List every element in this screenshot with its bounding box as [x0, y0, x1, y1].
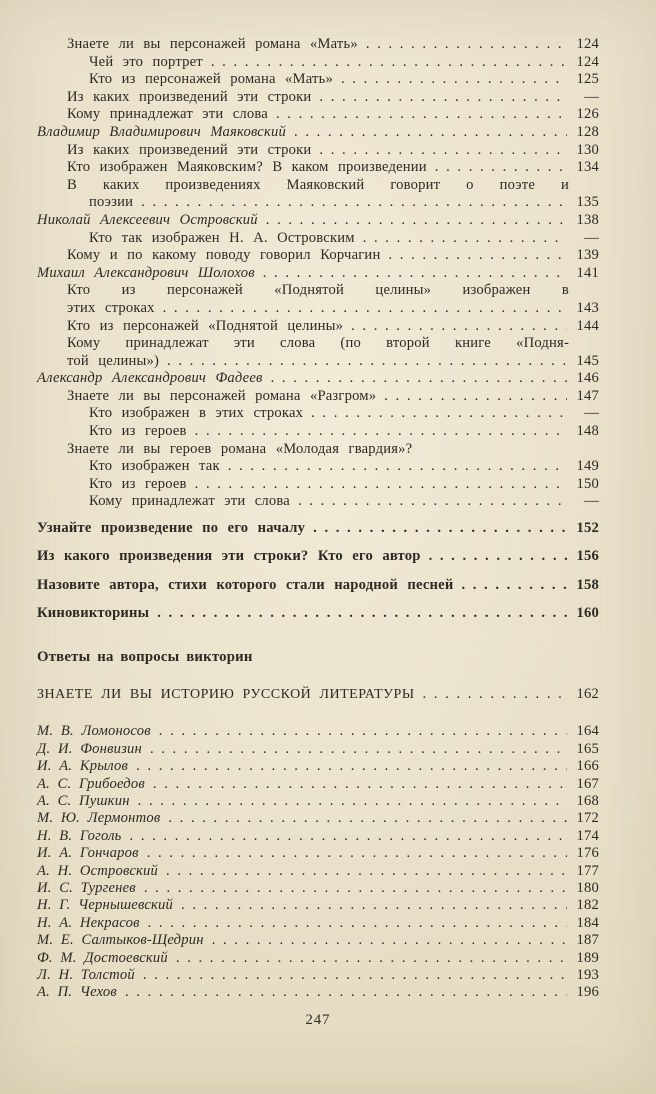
- toc-entry-text: Кто изображен Маяковским? В каком произведении: [67, 159, 427, 176]
- toc-page-number: 180: [576, 880, 599, 897]
- toc-quiz-titles-section: [37, 520, 599, 623]
- answers-heading-row: [37, 686, 599, 704]
- leader-dots: [130, 828, 567, 845]
- leader-dots: [429, 548, 567, 566]
- toc-entry: [37, 493, 599, 511]
- toc-page-number: 124: [576, 36, 599, 52]
- toc-page-number: —: [584, 493, 599, 510]
- toc-entry: [37, 723, 599, 740]
- toc-entry: [37, 388, 599, 406]
- leader-dots: [366, 36, 567, 54]
- leader-dots: [461, 577, 567, 595]
- leader-dots: [195, 476, 567, 494]
- toc-page-number: 189: [576, 949, 599, 966]
- toc-authors-section: [37, 723, 599, 1002]
- toc-entry: [37, 36, 599, 54]
- leader-dots: [212, 932, 567, 949]
- toc-page-number: 130: [576, 141, 599, 158]
- toc-entry: [37, 605, 599, 623]
- toc-page-number: 152: [576, 520, 599, 537]
- toc-entry: [37, 845, 599, 862]
- toc-page-number: 139: [576, 247, 599, 264]
- toc-entry: [37, 300, 599, 318]
- leader-dots: [138, 793, 567, 810]
- toc-entry: [37, 247, 599, 265]
- toc-page-number: 124: [576, 53, 599, 70]
- leader-dots: [176, 950, 567, 967]
- leader-dots: [276, 106, 567, 124]
- toc-page-number: 172: [576, 810, 599, 827]
- toc-entry-text: А. Н. Островский: [37, 862, 159, 879]
- toc-entry: [37, 370, 599, 388]
- toc-entry-text: Узнайте произведение по его началу: [37, 520, 306, 537]
- toc-page-number: 162: [576, 685, 599, 702]
- toc-entry-text: Из какого произведения эти строки? Кто его автор: [37, 548, 421, 565]
- toc-entry: [37, 476, 599, 494]
- toc-entry-text: Кому принадлежат эти слова (по второй книге «Подня-: [67, 335, 569, 352]
- toc-page-number: —: [584, 405, 599, 422]
- leader-dots: [319, 142, 567, 160]
- toc-entry-text: А. С. Грибоедов: [37, 775, 145, 792]
- leader-dots: [294, 124, 567, 142]
- toc-entry-text: Кто из персонажей романа «Мать»: [89, 71, 333, 88]
- toc-entry-text: Н. В. Гоголь: [37, 827, 122, 844]
- toc-entry-text: Владимир Владимирович Маяковский: [37, 123, 287, 140]
- toc-entry-text: Н. Г. Чернышевский: [37, 897, 174, 914]
- toc-entry: [37, 423, 599, 441]
- toc-entry-text: Николай Алексеевич Островский: [37, 211, 258, 228]
- toc-entry: [37, 177, 599, 195]
- leader-dots: [167, 353, 567, 371]
- toc-entry: [37, 577, 599, 595]
- toc-entry: [37, 265, 599, 283]
- toc-entry: [37, 897, 599, 914]
- toc-page-number: 147: [576, 387, 599, 404]
- toc-entry-text: Кому принадлежат эти слова: [67, 106, 268, 123]
- toc-entry: [37, 441, 599, 459]
- leader-dots: [211, 54, 567, 72]
- toc-entry-text: Кто изображен в этих строках: [89, 405, 304, 422]
- toc-entry: [37, 54, 599, 72]
- toc-page-number: 134: [576, 159, 599, 176]
- leader-dots: [435, 159, 567, 177]
- toc-entry-text: ЗНАЕТЕ ЛИ ВЫ ИСТОРИЮ РУССКОЙ ЛИТЕРАТУРЫ: [37, 686, 415, 702]
- toc-entry: [37, 810, 599, 827]
- leader-dots: [148, 915, 567, 932]
- leader-dots: [144, 880, 567, 897]
- toc-entry-text: Ф. М. Достоевский: [37, 949, 168, 966]
- toc-page-number: 138: [576, 211, 599, 228]
- leader-dots: [141, 194, 567, 212]
- toc-page-number: 141: [576, 264, 599, 281]
- toc-entry: [37, 741, 599, 758]
- toc-entry-text: Кто изображен так: [89, 458, 220, 475]
- toc-entry: [37, 967, 599, 984]
- toc-entry: [37, 776, 599, 793]
- toc-entry-text: Кому и по какому поводу говорил Корчагин: [67, 247, 381, 264]
- toc-entry-text: Кто из героев: [89, 423, 187, 440]
- toc-entry: [37, 932, 599, 949]
- toc-entry-text: В каких произведениях Маяковский говорит о поэте и: [67, 176, 569, 193]
- toc-entry: [37, 520, 599, 538]
- toc-entry-text: Кто из персонажей «Поднятой целины» изображен в: [67, 282, 569, 299]
- toc-entry: [37, 106, 599, 124]
- toc-entry-text: Кто из персонажей «Поднятой целины»: [67, 317, 344, 334]
- leader-dots: [159, 723, 567, 740]
- toc-page-number: 176: [576, 845, 599, 862]
- toc-page-number: 174: [576, 827, 599, 844]
- leader-dots: [166, 863, 567, 880]
- leader-dots: [388, 247, 567, 265]
- leader-dots: [341, 71, 567, 89]
- toc-entry: [37, 984, 599, 1001]
- toc-page-number: 148: [576, 423, 599, 440]
- leader-dots: [266, 212, 567, 230]
- toc-entry: [37, 793, 599, 810]
- toc-entry-text: Кто так изображен Н. А. Островским: [89, 229, 355, 246]
- toc-entry-text: Александр Александрович Фадеев: [37, 370, 263, 387]
- toc-main-section: [37, 36, 599, 511]
- leader-dots: [157, 605, 567, 623]
- toc-entry: [37, 194, 599, 212]
- toc-entry-text: этих строках: [67, 299, 155, 316]
- toc-page-number: 167: [576, 775, 599, 792]
- leader-dots: [136, 758, 567, 775]
- leader-dots: [147, 845, 567, 862]
- leader-dots: [263, 265, 567, 283]
- leader-dots: [125, 984, 567, 1001]
- toc-entry: [37, 880, 599, 897]
- leader-dots: [384, 388, 567, 406]
- toc-entry: [37, 548, 599, 566]
- toc-entry-text: А. П. Чехов: [37, 984, 117, 1001]
- toc-entry: [37, 405, 599, 423]
- leader-dots: [271, 370, 567, 388]
- toc-page-number: 145: [576, 352, 599, 369]
- toc-entry-text: Михаил Александрович Шолохов: [37, 264, 255, 281]
- page-number: 247: [305, 1011, 331, 1028]
- answers-section-header: Ответы на вопросы викторин: [37, 648, 253, 665]
- toc-entry-text: М. Е. Салтыков-Щедрин: [37, 932, 204, 949]
- toc-entry: [37, 828, 599, 845]
- toc-entry-text: Чей это портрет: [89, 53, 203, 70]
- leader-dots: [311, 405, 567, 423]
- toc-entry: [37, 758, 599, 775]
- toc-entry-text: той целины»): [67, 352, 160, 369]
- toc-entry-text: Кто из героев: [89, 475, 187, 492]
- leader-dots: [351, 318, 567, 336]
- toc-entry-text: И. А. Крылов: [37, 758, 129, 775]
- toc-entry-text: Знаете ли вы героев романа «Молодая гвардия»?: [67, 440, 413, 457]
- leader-dots: [363, 230, 567, 248]
- toc-entry: [37, 124, 599, 142]
- toc-entry-text: Знаете ли вы персонажей романа «Мать»: [67, 36, 358, 52]
- toc-page-number: 187: [576, 932, 599, 949]
- toc-entry-text: А. С. Пушкин: [37, 793, 130, 810]
- toc-entry: [37, 159, 599, 177]
- toc-entry: [37, 71, 599, 89]
- toc-page-number: 196: [576, 984, 599, 1001]
- toc-entry-text: Д. И. Фонвизин: [37, 740, 142, 757]
- toc-entry-text: Киновикторины: [37, 605, 150, 622]
- leader-dots: [153, 776, 567, 793]
- toc-entry: [37, 282, 599, 300]
- toc-page-number: 126: [576, 106, 599, 123]
- leader-dots: [195, 423, 567, 441]
- toc-page-number: 149: [576, 458, 599, 475]
- toc-page-number: 164: [576, 723, 599, 740]
- toc-entry: [37, 458, 599, 476]
- leader-dots: [298, 493, 567, 511]
- toc-entry: [37, 230, 599, 248]
- toc-page-number: 177: [576, 862, 599, 879]
- toc-entry-text: М. Ю. Лермонтов: [37, 810, 161, 827]
- toc-page-number: —: [584, 88, 599, 105]
- toc-entry-text: Л. Н. Толстой: [37, 967, 135, 984]
- leader-dots: [181, 897, 567, 914]
- toc-page-number: 182: [576, 897, 599, 914]
- toc-page-number: 144: [576, 317, 599, 334]
- toc-page-number: 146: [576, 370, 599, 387]
- toc-entry-text: Знаете ли вы персонажей романа «Разгром»: [67, 387, 377, 404]
- leader-dots: [313, 520, 567, 538]
- toc-page-number: 135: [576, 194, 599, 211]
- toc-entry-text: Из каких произведений эти строки: [67, 141, 312, 158]
- toc-entry: [37, 686, 599, 704]
- leader-dots: [163, 300, 567, 318]
- toc-page-number: 125: [576, 71, 599, 88]
- toc-entry: [37, 212, 599, 230]
- toc-page-number: 160: [576, 605, 599, 622]
- toc-page-number: 166: [576, 758, 599, 775]
- toc-entry: [37, 335, 599, 353]
- toc-entry: [37, 142, 599, 160]
- toc-page-number: 165: [576, 740, 599, 757]
- toc-page-number: 150: [576, 475, 599, 492]
- leader-dots: [423, 686, 567, 704]
- toc-entry: [37, 863, 599, 880]
- toc-entry: [37, 915, 599, 932]
- toc-entry: [37, 89, 599, 107]
- leader-dots: [143, 967, 567, 984]
- toc-page-number: 156: [576, 548, 599, 565]
- toc-page-number: 143: [576, 299, 599, 316]
- leader-dots: [319, 89, 567, 107]
- toc-entry-text: Н. А. Некрасов: [37, 914, 140, 931]
- toc-page-number: 168: [576, 793, 599, 810]
- toc-page-number: 158: [576, 576, 599, 593]
- leader-dots: [228, 458, 567, 476]
- toc-entry: [37, 950, 599, 967]
- toc-page-number: 128: [576, 123, 599, 140]
- toc-page-number: 184: [576, 914, 599, 931]
- toc-entry: [37, 353, 599, 371]
- toc-entry-text: М. В. Ломоносов: [37, 723, 151, 740]
- toc-entry-text: Из каких произведений эти строки: [67, 88, 312, 105]
- toc-entry-text: поэзии: [89, 194, 134, 211]
- toc-entry-text: Назовите автора, стихи которого стали народной песней: [37, 576, 454, 593]
- toc-page-number: 193: [576, 967, 599, 984]
- toc-entry: [37, 318, 599, 336]
- toc-page-number: —: [584, 229, 599, 246]
- toc-entry-text: И. С. Тургенев: [37, 880, 136, 897]
- toc-entry-text: И. А. Гончаров: [37, 845, 139, 862]
- leader-dots: [168, 810, 567, 827]
- toc-entry-text: Кому принадлежат эти слова: [89, 493, 290, 510]
- leader-dots: [150, 741, 567, 758]
